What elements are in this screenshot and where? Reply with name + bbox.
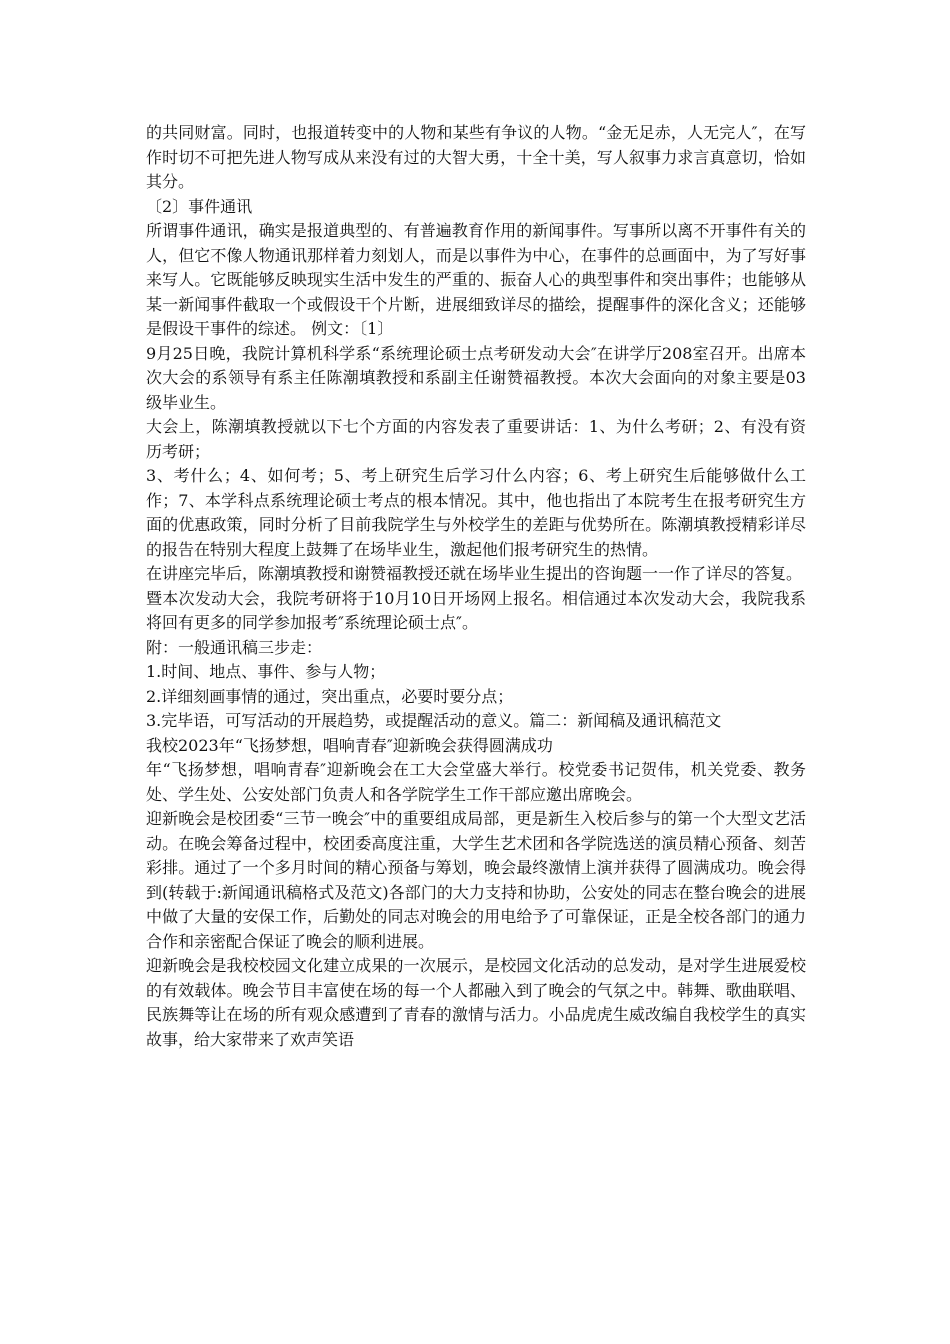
list-item: 3.完毕语，可写活动的开展趋势，或提醒活动的意义。篇二：新闻稿及通讯稿范文 — [146, 711, 722, 730]
paragraph: 迎新晚会是校团委“三节一晚会″中的重要组成局部，更是新生入校后参与的第一个大型文艺活动。在晚会筹备过程中，校团委高度注重，大学生艺术团和各学院选送的演员精心预备、刻苦彩排。通过了一个多月时间的精心预备与筹划，晚会最终激情上演并获得了圆满成功。晚会得到(转载于:新闻通讯稿格式及范文)各部门的大力支持和协助，公安处的同志在整台晚会的进展中做了大量的安保工作，后勤处的同志对晚会的用电给予了可靠保证，正是全校各部门的通力合作和亲密配合保证了晚会的顺利进展。 — [146, 809, 806, 951]
paragraph: 迎新晚会是我校校园文化建立成果的一次展示，是校园文化活动的总发动，是对学生进展爱校的有效载体。晚会节目丰富使在场的每一个人都融入到了晚会的气氛之中。韩舞、歌曲联唱、民族舞等让在场的所有观众感遭到了青春的激情与活力。小品虎虎生威改编自我校学生的真实故事，给大家带来了欢声笑语 — [146, 956, 806, 1049]
paragraph: 年“飞扬梦想，唱响青春″迎新晚会在工大会堂盛大举行。校党委书记贺伟，机关党委、教务处、学生处、公安处部门负责人和各学院学生工作干部应邀出席晚会。 — [146, 760, 806, 804]
list-item: 2.详细刻画事情的通过，突出重点，必要时要分点； — [146, 686, 514, 706]
appendix-title: 附：一般通讯稿三步走： — [146, 637, 323, 657]
document-body — [146, 121, 806, 1052]
paragraph: 所谓事件通讯，确实是报道典型的、有普遍教育作用的新闻事件。写事所以离不开事件有关的人，但它不像人物通讯那样着力刻划人，而是以事件为中心，在事件的总画面中，为了写好事来写人。它既能够反映现实生活中发生的严重的、振奋人心的典型事件和突出事件；也能够从某一新闻事件截取一个或假设干个片断，进展细致详尽的描绘，提醒事件的深化含义；还能够是假设干事件的综述。 例文：〔1〕 — [146, 221, 806, 338]
paragraph: 9月25日晚，我院计算机科学系“系统理论硕士点考研发动大会″在讲学厅208室召开。出席本次大会的系领导有系主任陈潮填教授和系副主任谢赞福教授。本次大会面向的对象主要是03级毕业生。 — [146, 343, 806, 412]
paragraph: 大会上，陈潮填教授就以下七个方面的内容发表了重要讲话：1、为什么考研；2、有没有资历考研； — [146, 417, 806, 461]
paragraph: 暨本次发动大会，我院考研将于10月10日开场网上报名。相信通过本次发动大会，我院我系将回有更多的同学参加报考″系统理论硕士点″。 — [146, 588, 806, 632]
article-title: 我校2023年“飞扬梦想，唱响青春″迎新晚会获得圆满成功 — [146, 735, 553, 755]
paragraph: 的共同财富。同时，也报道转变中的人物和某些有争议的人物。“金无足赤，人无完人″，在写作时切不可把先进人物写成从来没有过的大智大勇，十全十美，写人叙事力求言真意切，恰如其分。 — [146, 123, 806, 191]
paragraph: 3、考什么；4、如何考；5、考上研究生后学习什么内容；6、考上研究生后能够做什么工作；7、本学科点系统理论硕士考点的根本情况。其中，他也指出了本院考生在报考研究生方面的优惠政策，同时分析了目前我院学生与外校学生的差距与优势所在。陈潮填教授精彩详尽的报告在特别大程度上鼓舞了在场毕业生，激起他们报考研究生的热情。 — [146, 466, 806, 559]
list-item: 1.时间、地点、事件、参与人物； — [146, 662, 386, 681]
paragraph: 在讲座完毕后，陈潮填教授和谢赞福教授还就在场毕业生提出的咨询题一一作了详尽的答复。 — [146, 564, 803, 583]
section-heading: 〔2〕事件通讯 — [146, 196, 253, 216]
